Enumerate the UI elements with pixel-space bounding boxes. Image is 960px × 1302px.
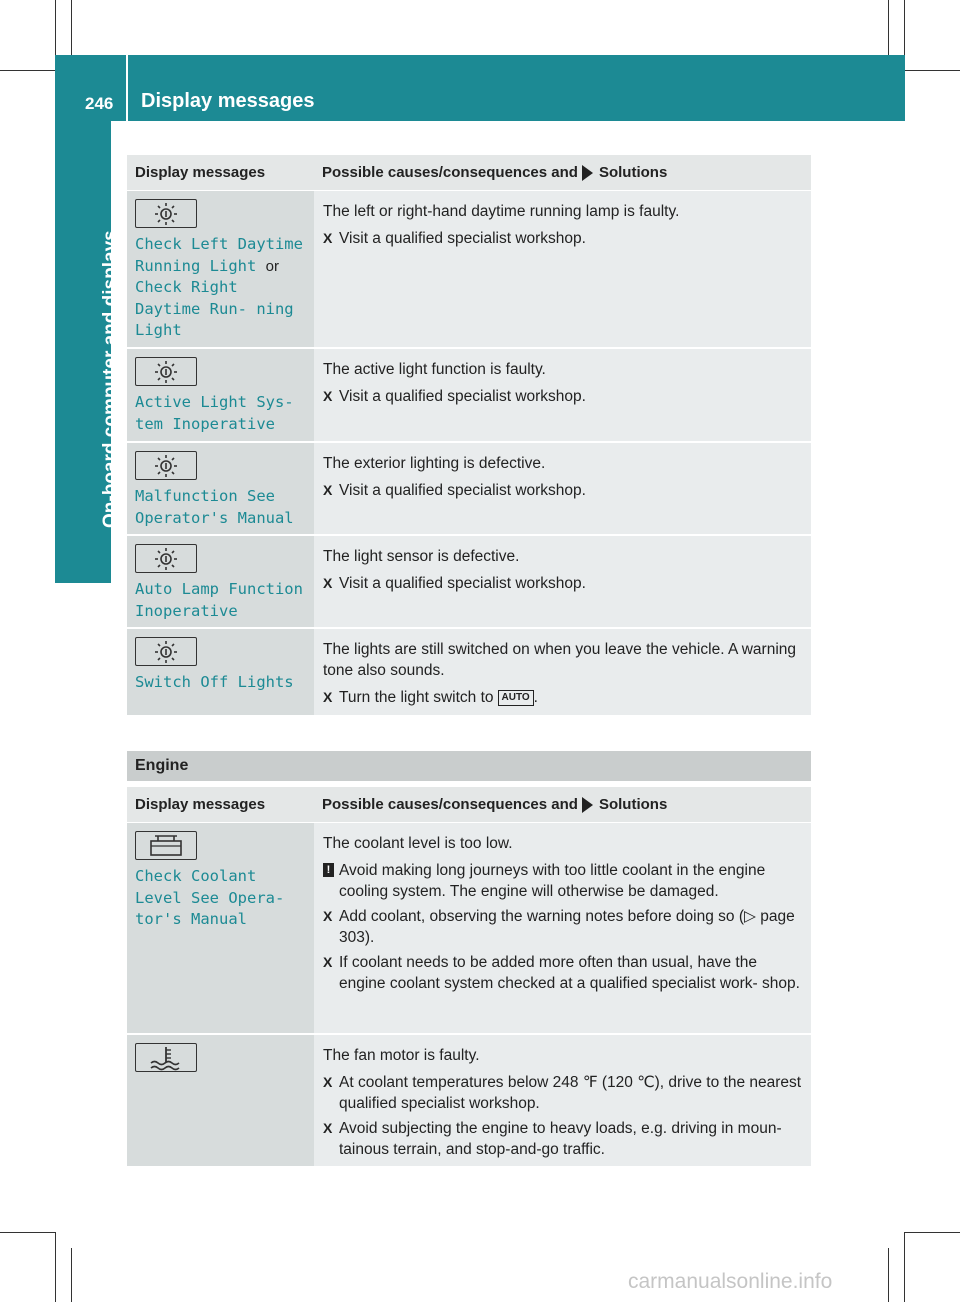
col-solutions-label: Solutions [598,164,668,181]
display-messages-table [127,155,811,717]
light-bulb-icon [135,451,197,480]
crop-mark [0,70,55,71]
action-text: Visit a qualified specialist workshop. [339,230,586,247]
action-item: X Visit a qualified specialist workshop. [323,482,586,499]
action-item: X Add coolant, observing the warning notes before doing so (▷ page 303). [323,906,803,948]
display-message: Check Coolant Level See Opera‐ tor's Manual [135,867,285,928]
header-divider [126,55,128,121]
action-suffix: . [533,689,538,706]
action-item: X Visit a qualified specialist workshop. [323,388,586,405]
cause-text: The coolant level is too low. [323,835,513,852]
cause-text: The light sensor is defective. [323,548,520,565]
action-text: Visit a qualified specialist workshop. [339,388,586,405]
arrow-right-icon [582,165,593,181]
section-bar [127,751,811,781]
col-causes-label: Possible causes/consequences and [322,164,578,181]
action-text: Visit a qualified specialist workshop. [339,482,586,499]
cause-text: The fan motor is faulty. [323,1047,480,1064]
col-causes [314,164,667,181]
table-row [127,629,811,717]
cause-text: The lights are still switched on when you leave the vehicle. A warning tone also sounds. [323,641,797,679]
light-bulb-icon [135,637,197,666]
table-row [127,1035,811,1168]
table-row [127,443,811,536]
message-text: Check Right Daytime Run‐ ning Light [135,278,294,339]
action-item: X If coolant needs to be added more often than usual, have the engine coolant system checked at a qualified specialist work‐ shop. [323,952,803,994]
crop-mark [55,1232,56,1302]
light-bulb-icon [135,199,197,228]
crop-mark [904,1232,905,1302]
light-bulb-icon [135,544,197,573]
crop-mark [0,1232,55,1233]
col-causes-label: Possible causes/consequences and [322,796,578,813]
cause-text: The exterior lighting is defective. [323,455,546,472]
action-text: Turn the light switch to [339,689,494,706]
col-causes [314,796,667,813]
action-item: X Visit a qualified specialist workshop. [323,575,586,592]
auto-switch-icon: AUTO [498,690,534,706]
col-display-messages: Display messages [135,796,266,813]
cause-text: The left or right-hand daytime running lamp is faulty. [323,203,680,220]
display-message: Active Light Sys‐ tem Inoperative [135,393,294,433]
display-message [135,234,306,342]
col-solutions-label: Solutions [598,796,668,813]
arrow-right-icon [582,797,593,813]
action-text: Visit a qualified specialist workshop. [339,575,586,592]
crop-mark [55,0,56,55]
action-text: At coolant temperatures below 248 ℉ (120 ℃), drive to the nearest qualified specialist workshop. [339,1074,802,1112]
action-item: X Avoid subjecting the engine to heavy loads, e.g. driving in moun‐ tainous terrain, and stop-and-go traffic. [323,1118,803,1160]
crop-mark [71,1248,72,1302]
cause-text: The active light function is faulty. [323,361,546,378]
action-item: X Visit a qualified specialist workshop. [323,230,586,247]
table-header [127,155,811,191]
message-text: Check Left Daytime Running Light [135,235,303,275]
action-text: Add coolant, observing the warning notes before doing so (▷ page 303). [339,908,795,946]
action-item: X Turn the light switch to AUTO . [323,689,538,706]
table-row [127,349,811,443]
light-bulb-icon [135,357,197,386]
or-text: or [265,257,280,275]
warning-icon: ! [323,863,334,877]
action-text: If coolant needs to be added more often than usual, have the engine coolant system checked at a qualified specialist work‐ shop. [339,954,800,992]
action-item: X At coolant temperatures below 248 ℉ (120 ℃), drive to the nearest qualified specialist workshop. [323,1074,802,1112]
crop-mark [71,0,72,55]
coolant-temperature-icon [135,1043,197,1072]
engine-messages-table [127,787,811,1168]
action-text: Avoid subjecting the engine to heavy loads, e.g. driving in moun‐ tainous terrain, and stop-and-go traffic. [339,1120,782,1158]
crop-mark [888,1248,889,1302]
crop-mark [888,0,889,55]
crop-mark [904,0,905,55]
crop-mark [905,70,960,71]
crop-mark [905,1232,960,1233]
table-row [127,536,811,629]
watermark: carmanualsonline.info [628,1270,833,1293]
page-number: 246 [85,94,114,113]
warning-text: Avoid making long journeys with too little coolant in the engine cooling system. The engine will otherwise be damaged. [339,862,766,900]
page-title: Display messages [141,90,315,112]
warning-note [323,860,803,902]
table-header [127,787,811,823]
display-message: Malfunction See Operator's Manual [135,487,294,527]
chapter-label: On-board computer and displays [100,230,121,528]
display-message: Switch Off Lights [135,673,294,691]
section-title: Engine [135,757,189,774]
coolant-level-icon [135,831,197,860]
table-row [127,191,811,349]
table-row [127,823,811,1035]
col-display-messages: Display messages [135,164,266,181]
display-message: Auto Lamp Function Inoperative [135,580,303,620]
